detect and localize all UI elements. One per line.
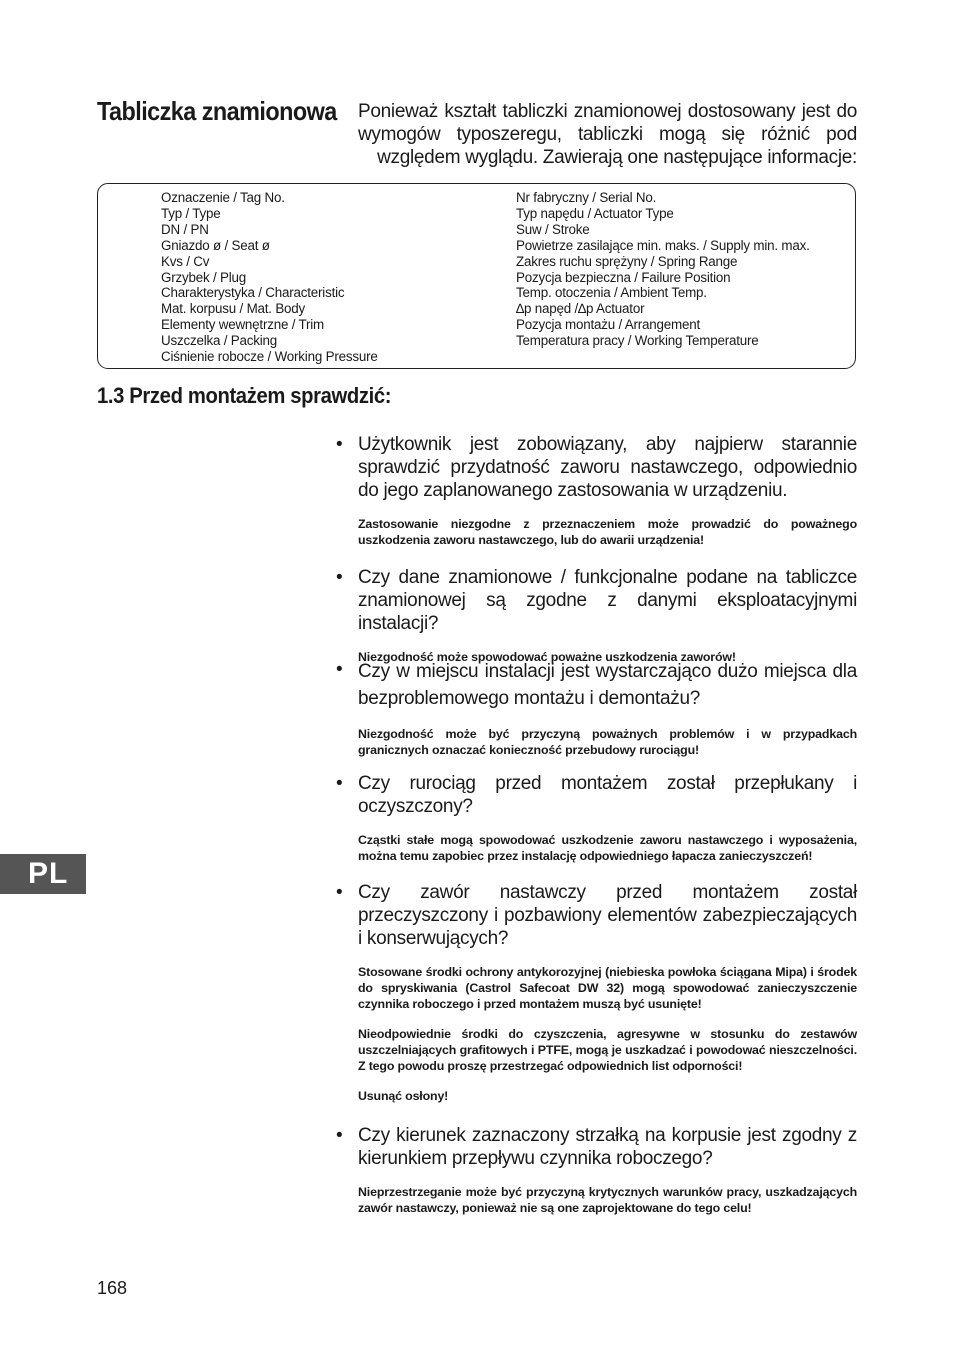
section-title-nameplate: Tabliczka znamionowa <box>97 96 337 126</box>
check-item <box>336 881 857 1104</box>
nameplate-field: Temp. otoczenia / Ambient Temp. <box>516 285 707 301</box>
nameplate-field: Oznaczenie / Tag No. <box>161 190 285 205</box>
warning-note: Nieprzestrzeganie może być przyczyną krytycznych warunków pracy, uszkadzających zawór nastawczy, ponieważ nie są one zaprojektowane do tego celu! <box>358 1185 857 1215</box>
nameplate-intro-text: Ponieważ kształt tabliczki znamionowej dostosowany jest do wymogów typoszeregu, tabliczki mogą się różnić pod względem wyglądu. Zawierają one następujące informacje: <box>358 101 857 168</box>
check-item <box>336 772 857 864</box>
warning-note: Usunąć osłony! <box>358 1089 449 1103</box>
warning-note: Niezgodność może być przyczyną poważnych problemów i w przypadkach granicznych oznaczać konieczność przebudowy rurociągu! <box>358 727 857 757</box>
check-question: Użytkownik jest zobowiązany, aby najpierw starannie sprawdzić przydatność zaworu nastawczego, odpowiednio do jego zaplanowanego zastosowania w urządzeniu. <box>358 434 857 501</box>
nameplate-field: Temperatura pracy / Working Temperature <box>516 333 759 349</box>
nameplate-field: Gniazdo ø / Seat ø <box>161 237 270 253</box>
check-question: Czy rurociąg przed montażem został przepłukany i oczyszczony? <box>358 773 857 817</box>
warning-note: Stosowane środki ochrony antykorozyjnej (niebieska powłoka ściągana Mipa) i środek do spryskiwania (Castrol Safecoat DW 32) mogą spowodować zanieczyszczenie czynnika roboczego i przed montażem muszą być usunięte! <box>358 965 857 1011</box>
bullet-icon: • <box>336 659 343 680</box>
nameplate-left-column <box>161 190 378 365</box>
check-question: Czy zawór nastawczy przed montażem został przeczyszczony i pozbawiony elementów zabezpieczających i konserwujących? <box>358 882 857 949</box>
nameplate-field: Nr fabryczny / Serial No. <box>516 190 657 205</box>
check-item <box>336 1124 857 1216</box>
nameplate-field: Kvs / Cv <box>161 253 210 269</box>
nameplate-box <box>97 183 856 369</box>
nameplate-field: Elementy wewnętrzne / Trim <box>161 317 324 333</box>
nameplate-field: Ciśnienie robocze / Working Pressure <box>161 349 378 365</box>
nameplate-right-column <box>516 190 810 349</box>
check-item <box>336 566 857 665</box>
language-tab: PL <box>0 854 86 894</box>
bullet-icon: • <box>336 434 343 455</box>
nameplate-field: Mat. korpusu / Mat. Body <box>161 301 306 317</box>
bullet-icon: • <box>336 1125 343 1146</box>
nameplate-field: Suw / Stroke <box>516 221 590 237</box>
nameplate-field: Typ / Type <box>161 205 221 221</box>
bullet-icon: • <box>336 773 343 794</box>
nameplate-field: DN / PN <box>161 221 209 237</box>
nameplate-field: Powietrze zasilające min. maks. / Supply min. max. <box>516 237 810 253</box>
check-question: Czy dane znamionowe / funkcjonalne podane na tabliczce znamionowej są zgodne z danymi eksploatacyjnymi instalacji? <box>358 567 857 634</box>
check-question: Czy w miejscu instalacji jest wystarczająco dużo miejsca dla bezproblemowego montażu i demontażu? <box>358 661 857 709</box>
bullet-icon: • <box>336 567 343 588</box>
check-item <box>336 658 857 758</box>
warning-note: Niezgodność może spowodować poważne uszkodzenia zaworów! <box>358 650 736 664</box>
page-number: 168 <box>97 1278 128 1298</box>
check-item <box>336 433 857 548</box>
nameplate-field: Typ napędu / Actuator Type <box>516 205 674 221</box>
nameplate-field: Zakres ruchu sprężyny / Spring Range <box>516 253 738 269</box>
nameplate-field: Pozycja montażu / Arrangement <box>516 317 700 333</box>
warning-note: Cząstki stałe mogą spowodować uszkodzenie zaworu nastawczego i wyposażenia, można temu zapobiec przez instalację odpowiedniego łapacza zanieczyszczeń! <box>358 833 857 863</box>
bullet-icon: • <box>336 882 343 903</box>
nameplate-field: Pozycja bezpieczna / Failure Position <box>516 269 731 285</box>
check-question: Czy kierunek zaznaczony strzałką na korpusie jest zgodny z kierunkiem przepływu czynnika roboczego? <box>358 1125 857 1169</box>
nameplate-field: ∆p napęd /∆p Actuator <box>516 301 645 317</box>
warning-note: Zastosowanie niezgodne z przeznaczeniem może prowadzić do poważnego uszkodzenia zaworu nastawczego, lub do awarii urządzenia! <box>358 517 857 547</box>
warning-note: Nieodpowiednie środki do czyszczenia, agresywne w stosunku do zestawów uszczelniających grafitowych i PTFE, mogą je uszkadzać i powodować nieszczelności. Z tego powodu proszę przestrzegać odpowiednich list odporności! <box>358 1027 857 1073</box>
nameplate-field: Charakterystyka / Characteristic <box>161 285 345 301</box>
nameplate-field: Uszczelka / Packing <box>161 333 278 349</box>
section-title-checks: 1.3 Przed montażem sprawdzić: <box>97 383 392 408</box>
nameplate-field: Grzybek / Plug <box>161 269 247 285</box>
